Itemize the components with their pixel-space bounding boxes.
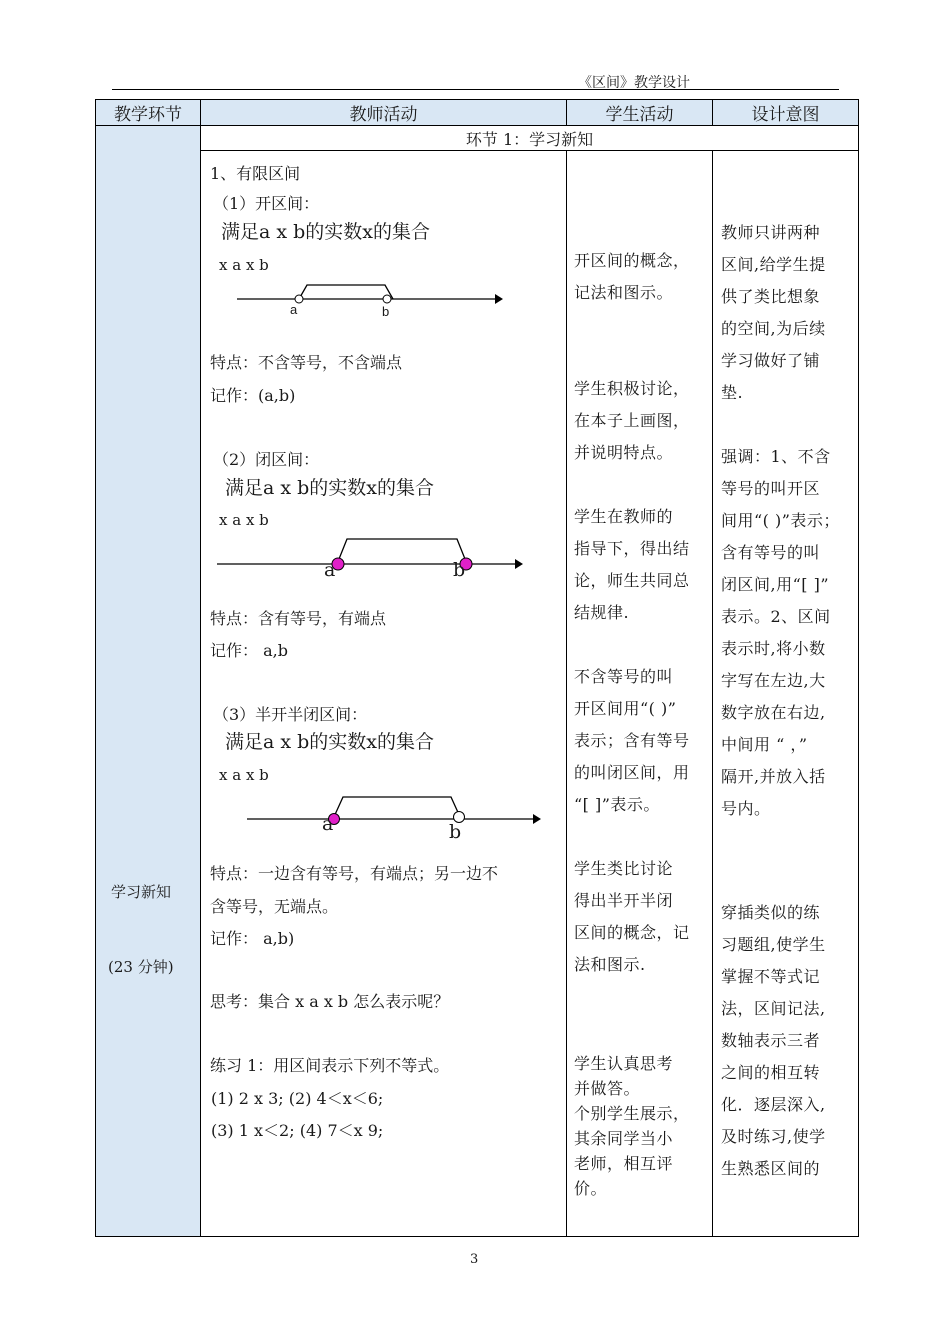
intent-block-2: 强调：1、不含 等号的叫开区 间用“( )”表示； 含有等号的叫 闭区间,用“[ ]” 表示。2、区间 表示时,将小数 字写在左边,大 数字放在右边, 中间用 “ ，” 隔开,并放入括 号内。 [721,447,840,818]
exercise-title: 练习 1：用区间表示下列不等式。 [210,1056,450,1075]
intent-cell [713,151,859,1237]
closed-feature: 特点：含有等号，有端点 [210,609,387,628]
header-intent: 设计意图 [713,100,859,126]
page-number: 3 [470,1252,479,1267]
header-rule [112,89,839,90]
finite-heading: 1、有限区间 [210,164,301,183]
open-label-a: a [290,302,298,317]
open-label-b: b [382,304,390,319]
header-student: 学生活动 [567,100,713,126]
half-feature-1: 特点：一边含有等号，有端点；另一边不 [210,864,499,883]
closed-set-text: 满足a x b的实数x的集合 [225,477,435,499]
half-number-line [201,151,567,871]
header-teacher: 教师活动 [201,100,567,126]
half-arrow [533,814,541,824]
student-cell [567,151,713,1237]
student-block-5: 学生类比讨论 得出半开半闭 区间的概念，记 法和图示. [574,859,690,974]
stage-cell [96,126,201,1237]
think-question: 思考：集合 x a x b 怎么表示呢？ [210,992,450,1011]
student-block-6: 学生认真思考 并做答。 个别学生展示， 其余同学当小 老师，相互评 价。 [574,1054,690,1198]
student-block-1: 开区间的概念， 记法和图示。 [574,251,690,302]
lesson-table [95,99,859,1237]
half-set-notation: x a x b [219,766,269,784]
teacher-cell [201,151,567,1237]
open-notation: 记作：(a,b) [210,386,296,405]
half-set-text: 满足a x b的实数x的集合 [225,731,435,753]
student-block-2: 学生积极讨论， 在本子上画图， 并说明特点。 [574,379,690,462]
stage-name: 学习新知 [111,883,172,901]
closed-set-notation: x a x b [219,511,269,529]
half-label-a: a [322,813,334,835]
stage-time: (23 分钟) [108,958,174,976]
closed-notation: 记作： a,b [210,641,288,660]
closed-title: （2）闭区间： [213,450,320,469]
half-feature-2: 含等号，无端点。 [210,897,339,916]
header-stage: 教学环节 [96,100,201,126]
half-label-b: b [449,821,462,843]
exercise-line-2: (3) 1 x＜2; (4) 7＜x 9; [211,1121,384,1140]
closed-label-a: a [324,559,336,581]
half-notation: 记作： a,b) [210,929,295,948]
intent-block-3: 穿插类似的练 习题组,使学生 掌握不等式记 法，区间记法, 数轴表示三者 之间的相互转 化．逐层深入, 及时练习,使学 生熟悉区间的 [721,903,826,1178]
student-block-4: 不含等号的叫 开区间用“( )” 表示；含有等号 的叫闭区间，用 “[ ]”表示。 [574,667,690,814]
half-bracket [333,797,461,819]
section-title: 环节 1：学习新知 [201,126,859,151]
document-title: 《区间》教学设计 [578,75,690,91]
open-set-text: 满足a x b的实数x的集合 [221,221,431,243]
intent-block-1: 教师只讲两种 区间,给学生提 供了类比想象 的空间,为后续 学习做好了铺 垫. [721,223,826,402]
open-title: （1）开区间： [213,194,320,213]
closed-label-b: b [453,559,466,581]
student-block-3: 学生在教师的 指导下，得出结 论，师生共同总 结规律. [574,507,690,622]
half-title: （3）半开半闭区间： [213,705,368,724]
exercise-line-1: (1) 2 x 3; (2) 4＜x＜6; [211,1089,384,1108]
open-set-notation: x a x b [219,256,269,274]
open-feature: 特点：不含等号，不含端点 [210,353,403,372]
